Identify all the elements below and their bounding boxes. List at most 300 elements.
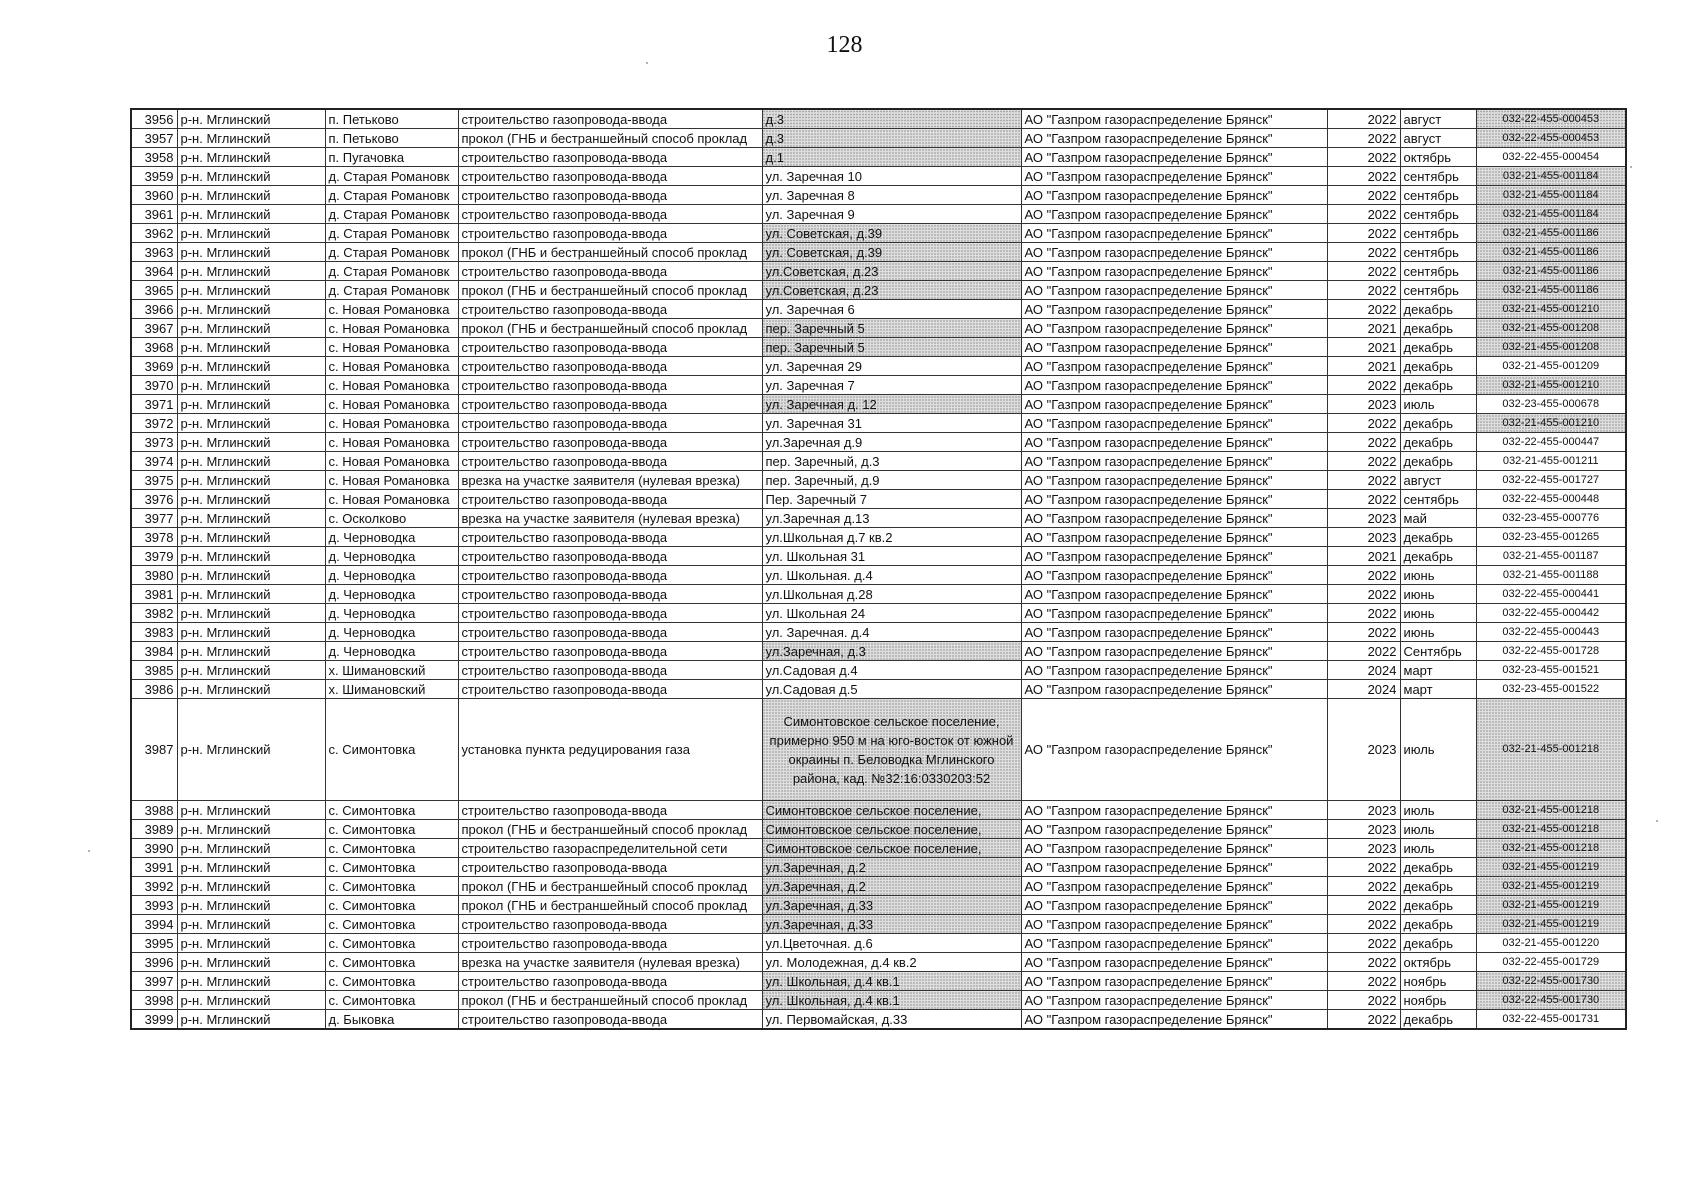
organization-cell: АО "Газпром газораспределение Брянск": [1021, 129, 1327, 148]
settlement-cell: с. Симонтовка: [325, 699, 458, 801]
district-cell: р-н. Мглинский: [177, 585, 325, 604]
organization-cell: АО "Газпром газораспределение Брянск": [1021, 262, 1327, 281]
table-row: [131, 915, 1626, 934]
table-row: [131, 300, 1626, 319]
code-cell: 032-22-455-000453: [1476, 109, 1626, 129]
year-cell: 2023: [1327, 528, 1400, 547]
organization-cell: АО "Газпром газораспределение Брянск": [1021, 680, 1327, 699]
district-cell: р-н. Мглинский: [177, 896, 325, 915]
code-cell: 032-21-455-001220: [1476, 934, 1626, 953]
code-cell: 032-21-455-001210: [1476, 376, 1626, 395]
district-cell: р-н. Мглинский: [177, 471, 325, 490]
district-cell: р-н. Мглинский: [177, 953, 325, 972]
row-number: 3982: [131, 604, 177, 623]
row-number: 3991: [131, 858, 177, 877]
work-type-cell: строительство газопровода-ввода: [458, 338, 762, 357]
month-cell: декабрь: [1400, 915, 1476, 934]
address-cell: ул.Заречная, д.3: [762, 642, 1021, 661]
work-type-cell: строительство газопровода-ввода: [458, 490, 762, 509]
code-cell: 032-21-455-001219: [1476, 858, 1626, 877]
district-cell: р-н. Мглинский: [177, 1010, 325, 1030]
year-cell: 2022: [1327, 205, 1400, 224]
month-cell: июнь: [1400, 566, 1476, 585]
district-cell: р-н. Мглинский: [177, 877, 325, 896]
table-row: [131, 376, 1626, 395]
row-number: 3983: [131, 623, 177, 642]
settlement-cell: д. Черноводка: [325, 623, 458, 642]
page-number: 128: [826, 32, 863, 58]
code-cell: 032-23-455-000678: [1476, 395, 1626, 414]
row-number: 3990: [131, 839, 177, 858]
work-type-cell: строительство газораспределительной сети: [458, 839, 762, 858]
scan-speck: [646, 62, 648, 64]
table-row: [131, 839, 1626, 858]
settlement-cell: с. Новая Романовка: [325, 490, 458, 509]
organization-cell: АО "Газпром газораспределение Брянск": [1021, 604, 1327, 623]
year-cell: 2023: [1327, 801, 1400, 820]
month-cell: ноябрь: [1400, 991, 1476, 1010]
work-type-cell: строительство газопровода-ввода: [458, 642, 762, 661]
settlement-cell: с. Осколково: [325, 509, 458, 528]
settlement-cell: с. Симонтовка: [325, 991, 458, 1010]
organization-cell: АО "Газпром газораспределение Брянск": [1021, 243, 1327, 262]
row-number: 3989: [131, 820, 177, 839]
table-row: [131, 357, 1626, 376]
code-cell: 032-22-455-000442: [1476, 604, 1626, 623]
district-cell: р-н. Мглинский: [177, 281, 325, 300]
settlement-cell: с. Симонтовка: [325, 877, 458, 896]
year-cell: 2021: [1327, 319, 1400, 338]
address-cell: ул. Школьная 24: [762, 604, 1021, 623]
address-cell: ул. Молодежная, д.4 кв.2: [762, 953, 1021, 972]
district-cell: р-н. Мглинский: [177, 801, 325, 820]
row-number: 3976: [131, 490, 177, 509]
organization-cell: АО "Газпром газораспределение Брянск": [1021, 934, 1327, 953]
settlement-cell: с. Симонтовка: [325, 858, 458, 877]
code-cell: 032-22-455-001729: [1476, 953, 1626, 972]
table-row: [131, 642, 1626, 661]
organization-cell: АО "Газпром газораспределение Брянск": [1021, 167, 1327, 186]
month-cell: ноябрь: [1400, 972, 1476, 991]
organization-cell: АО "Газпром газораспределение Брянск": [1021, 357, 1327, 376]
work-type-cell: прокол (ГНБ и бестраншейный способ проклад: [458, 243, 762, 262]
row-number: 3959: [131, 167, 177, 186]
work-type-cell: врезка на участке заявителя (нулевая врезка): [458, 509, 762, 528]
address-cell: ул. Заречная. д.4: [762, 623, 1021, 642]
row-number: 3988: [131, 801, 177, 820]
row-number: 3962: [131, 224, 177, 243]
code-cell: 032-22-455-000454: [1476, 148, 1626, 167]
scan-speck: [1656, 820, 1658, 822]
month-cell: сентябрь: [1400, 243, 1476, 262]
organization-cell: АО "Газпром газораспределение Брянск": [1021, 623, 1327, 642]
row-number: 3967: [131, 319, 177, 338]
year-cell: 2023: [1327, 509, 1400, 528]
address-cell: ул. Школьная. д.4: [762, 566, 1021, 585]
settlement-cell: с. Симонтовка: [325, 801, 458, 820]
work-type-cell: строительство газопровода-ввода: [458, 547, 762, 566]
year-cell: 2022: [1327, 972, 1400, 991]
address-cell: д.3: [762, 109, 1021, 129]
address-cell: д.1: [762, 148, 1021, 167]
row-number: 3975: [131, 471, 177, 490]
row-number: 3966: [131, 300, 177, 319]
code-cell: 032-21-455-001186: [1476, 281, 1626, 300]
work-type-cell: строительство газопровода-ввода: [458, 186, 762, 205]
district-cell: р-н. Мглинский: [177, 934, 325, 953]
table-row: [131, 205, 1626, 224]
year-cell: 2022: [1327, 490, 1400, 509]
address-cell: ул. Школьная, д.4 кв.1: [762, 991, 1021, 1010]
month-cell: июль: [1400, 801, 1476, 820]
row-number: 3984: [131, 642, 177, 661]
month-cell: декабрь: [1400, 338, 1476, 357]
year-cell: 2022: [1327, 991, 1400, 1010]
settlement-cell: с. Симонтовка: [325, 839, 458, 858]
row-number: 3979: [131, 547, 177, 566]
address-cell: ул. Первомайская, д.33: [762, 1010, 1021, 1030]
row-number: 3963: [131, 243, 177, 262]
row-number: 3972: [131, 414, 177, 433]
row-number: 3978: [131, 528, 177, 547]
month-cell: сентябрь: [1400, 205, 1476, 224]
row-number: 3980: [131, 566, 177, 585]
work-type-cell: установка пункта редуцирования газа: [458, 699, 762, 801]
code-cell: 032-21-455-001219: [1476, 896, 1626, 915]
settlement-cell: с. Симонтовка: [325, 915, 458, 934]
year-cell: 2022: [1327, 281, 1400, 300]
settlement-cell: с. Новая Романовка: [325, 319, 458, 338]
organization-cell: АО "Газпром газораспределение Брянск": [1021, 281, 1327, 300]
district-cell: р-н. Мглинский: [177, 262, 325, 281]
code-cell: 032-21-455-001211: [1476, 452, 1626, 471]
address-cell: ул.Школьная д.7 кв.2: [762, 528, 1021, 547]
scan-speck: [1630, 166, 1632, 168]
address-cell: ул.Заречная, д.33: [762, 915, 1021, 934]
address-cell: ул. Советская, д.39: [762, 224, 1021, 243]
organization-cell: АО "Газпром газораспределение Брянск": [1021, 186, 1327, 205]
year-cell: 2023: [1327, 820, 1400, 839]
work-type-cell: строительство газопровода-ввода: [458, 433, 762, 452]
settlement-cell: с. Симонтовка: [325, 820, 458, 839]
work-type-cell: строительство газопровода-ввода: [458, 395, 762, 414]
organization-cell: АО "Газпром газораспределение Брянск": [1021, 205, 1327, 224]
work-type-cell: прокол (ГНБ и бестраншейный способ проклад: [458, 877, 762, 896]
month-cell: декабрь: [1400, 547, 1476, 566]
registry-body: [131, 109, 1626, 1029]
month-cell: июль: [1400, 839, 1476, 858]
address-cell: ул.Заречная, д.33: [762, 896, 1021, 915]
settlement-cell: х. Шимановский: [325, 661, 458, 680]
district-cell: р-н. Мглинский: [177, 566, 325, 585]
district-cell: р-н. Мглинский: [177, 452, 325, 471]
table-row: [131, 528, 1626, 547]
row-number: 3958: [131, 148, 177, 167]
settlement-cell: д. Старая Романовк: [325, 262, 458, 281]
month-cell: март: [1400, 680, 1476, 699]
year-cell: 2022: [1327, 414, 1400, 433]
table-row: [131, 186, 1626, 205]
table-row: [131, 953, 1626, 972]
code-cell: 032-21-455-001219: [1476, 877, 1626, 896]
table-row: [131, 858, 1626, 877]
organization-cell: АО "Газпром газораспределение Брянск": [1021, 376, 1327, 395]
settlement-cell: д. Старая Романовк: [325, 224, 458, 243]
address-cell: ул. Заречная 9: [762, 205, 1021, 224]
month-cell: июнь: [1400, 623, 1476, 642]
table-row: [131, 801, 1626, 820]
table-row: [131, 604, 1626, 623]
work-type-cell: прокол (ГНБ и бестраншейный способ проклад: [458, 896, 762, 915]
year-cell: 2022: [1327, 1010, 1400, 1030]
month-cell: июль: [1400, 699, 1476, 801]
table-row: [131, 680, 1626, 699]
code-cell: 032-21-455-001210: [1476, 414, 1626, 433]
month-cell: декабрь: [1400, 300, 1476, 319]
code-cell: 032-21-455-001218: [1476, 801, 1626, 820]
organization-cell: АО "Газпром газораспределение Брянск": [1021, 972, 1327, 991]
table-row: [131, 490, 1626, 509]
work-type-cell: строительство газопровода-ввода: [458, 528, 762, 547]
address-cell: Симонтовское сельское поселение, примерно 950 м на юго-восток от южной окраины п. Беловодка Мглинского района, кад. №32:16:0330203:52: [762, 699, 1021, 801]
district-cell: р-н. Мглинский: [177, 243, 325, 262]
settlement-cell: с. Новая Романовка: [325, 376, 458, 395]
settlement-cell: д. Старая Романовк: [325, 205, 458, 224]
year-cell: 2022: [1327, 224, 1400, 243]
organization-cell: АО "Газпром газораспределение Брянск": [1021, 547, 1327, 566]
organization-cell: АО "Газпром газораспределение Брянск": [1021, 414, 1327, 433]
month-cell: март: [1400, 661, 1476, 680]
district-cell: р-н. Мглинский: [177, 414, 325, 433]
district-cell: р-н. Мглинский: [177, 205, 325, 224]
district-cell: р-н. Мглинский: [177, 661, 325, 680]
row-number: 3970: [131, 376, 177, 395]
month-cell: июнь: [1400, 604, 1476, 623]
row-number: 3956: [131, 109, 177, 129]
month-cell: декабрь: [1400, 452, 1476, 471]
row-number: 3986: [131, 680, 177, 699]
organization-cell: АО "Газпром газораспределение Брянск": [1021, 566, 1327, 585]
district-cell: р-н. Мглинский: [177, 300, 325, 319]
district-cell: р-н. Мглинский: [177, 319, 325, 338]
year-cell: 2022: [1327, 186, 1400, 205]
address-cell: ул. Заречная 10: [762, 167, 1021, 186]
settlement-cell: с. Новая Романовка: [325, 357, 458, 376]
year-cell: 2024: [1327, 661, 1400, 680]
code-cell: 032-21-455-001218: [1476, 820, 1626, 839]
work-type-cell: строительство газопровода-ввода: [458, 801, 762, 820]
settlement-cell: с. Новая Романовка: [325, 395, 458, 414]
organization-cell: АО "Газпром газораспределение Брянск": [1021, 395, 1327, 414]
table-row: [131, 414, 1626, 433]
district-cell: р-н. Мглинский: [177, 433, 325, 452]
code-cell: 032-22-455-000447: [1476, 433, 1626, 452]
table-row: [131, 509, 1626, 528]
settlement-cell: д. Старая Романовк: [325, 281, 458, 300]
district-cell: р-н. Мглинский: [177, 395, 325, 414]
work-type-cell: строительство газопровода-ввода: [458, 452, 762, 471]
code-cell: 032-21-455-001187: [1476, 547, 1626, 566]
work-type-cell: строительство газопровода-ввода: [458, 1010, 762, 1030]
month-cell: декабрь: [1400, 896, 1476, 915]
code-cell: 032-21-455-001184: [1476, 205, 1626, 224]
address-cell: Симонтовское сельское поселение,: [762, 820, 1021, 839]
table-row: [131, 167, 1626, 186]
settlement-cell: с. Новая Романовка: [325, 471, 458, 490]
settlement-cell: х. Шимановский: [325, 680, 458, 699]
month-cell: декабрь: [1400, 934, 1476, 953]
address-cell: ул.Садовая д.5: [762, 680, 1021, 699]
row-number: 3992: [131, 877, 177, 896]
code-cell: 032-22-455-001731: [1476, 1010, 1626, 1030]
work-type-cell: строительство газопровода-ввода: [458, 109, 762, 129]
table-row: [131, 319, 1626, 338]
district-cell: р-н. Мглинский: [177, 376, 325, 395]
row-number: 3973: [131, 433, 177, 452]
month-cell: декабрь: [1400, 319, 1476, 338]
organization-cell: АО "Газпром газораспределение Брянск": [1021, 839, 1327, 858]
organization-cell: АО "Газпром газораспределение Брянск": [1021, 877, 1327, 896]
code-cell: 032-22-455-001730: [1476, 972, 1626, 991]
organization-cell: АО "Газпром газораспределение Брянск": [1021, 300, 1327, 319]
table-row: [131, 1010, 1626, 1030]
table-row: [131, 972, 1626, 991]
settlement-cell: с. Симонтовка: [325, 953, 458, 972]
organization-cell: АО "Газпром газораспределение Брянск": [1021, 699, 1327, 801]
code-cell: 032-21-455-001209: [1476, 357, 1626, 376]
settlement-cell: д. Черноводка: [325, 642, 458, 661]
row-number: 3965: [131, 281, 177, 300]
month-cell: октябрь: [1400, 148, 1476, 167]
code-cell: 032-23-455-000776: [1476, 509, 1626, 528]
code-cell: 032-22-455-000448: [1476, 490, 1626, 509]
address-cell: ул. Советская, д.39: [762, 243, 1021, 262]
work-type-cell: строительство газопровода-ввода: [458, 357, 762, 376]
work-type-cell: строительство газопровода-ввода: [458, 604, 762, 623]
year-cell: 2023: [1327, 699, 1400, 801]
district-cell: р-н. Мглинский: [177, 972, 325, 991]
row-number: 3964: [131, 262, 177, 281]
organization-cell: АО "Газпром газораспределение Брянск": [1021, 896, 1327, 915]
district-cell: р-н. Мглинский: [177, 357, 325, 376]
month-cell: август: [1400, 129, 1476, 148]
table-row: [131, 262, 1626, 281]
work-type-cell: прокол (ГНБ и бестраншейный способ проклад: [458, 319, 762, 338]
settlement-cell: с. Новая Романовка: [325, 414, 458, 433]
work-type-cell: строительство газопровода-ввода: [458, 680, 762, 699]
code-cell: 032-23-455-001521: [1476, 661, 1626, 680]
year-cell: 2022: [1327, 915, 1400, 934]
address-cell: Симонтовское сельское поселение,: [762, 839, 1021, 858]
month-cell: Сентябрь: [1400, 642, 1476, 661]
month-cell: декабрь: [1400, 357, 1476, 376]
organization-cell: АО "Газпром газораспределение Брянск": [1021, 490, 1327, 509]
settlement-cell: п. Петьково: [325, 129, 458, 148]
address-cell: ул.Школьная д.28: [762, 585, 1021, 604]
district-cell: р-н. Мглинский: [177, 109, 325, 129]
settlement-cell: с. Симонтовка: [325, 934, 458, 953]
row-number: 3994: [131, 915, 177, 934]
district-cell: р-н. Мглинский: [177, 991, 325, 1010]
year-cell: 2022: [1327, 262, 1400, 281]
district-cell: р-н. Мглинский: [177, 186, 325, 205]
table-row: [131, 820, 1626, 839]
row-number: 3957: [131, 129, 177, 148]
work-type-cell: прокол (ГНБ и бестраншейный способ проклад: [458, 991, 762, 1010]
code-cell: 032-21-455-001186: [1476, 224, 1626, 243]
table-row: [131, 896, 1626, 915]
work-type-cell: строительство газопровода-ввода: [458, 972, 762, 991]
address-cell: ул.Советская, д.23: [762, 262, 1021, 281]
year-cell: 2022: [1327, 471, 1400, 490]
address-cell: ул. Заречная 29: [762, 357, 1021, 376]
settlement-cell: с. Новая Романовка: [325, 433, 458, 452]
settlement-cell: д. Старая Романовк: [325, 167, 458, 186]
row-number: 3969: [131, 357, 177, 376]
code-cell: 032-22-455-000443: [1476, 623, 1626, 642]
row-number: 3961: [131, 205, 177, 224]
organization-cell: АО "Газпром газораспределение Брянск": [1021, 338, 1327, 357]
row-number: 3977: [131, 509, 177, 528]
address-cell: ул.Заречная д.9: [762, 433, 1021, 452]
organization-cell: АО "Газпром газораспределение Брянск": [1021, 528, 1327, 547]
organization-cell: АО "Газпром газораспределение Брянск": [1021, 471, 1327, 490]
row-number: 3999: [131, 1010, 177, 1030]
month-cell: август: [1400, 471, 1476, 490]
table-row: [131, 433, 1626, 452]
work-type-cell: строительство газопровода-ввода: [458, 205, 762, 224]
address-cell: ул. Заречная 6: [762, 300, 1021, 319]
month-cell: август: [1400, 109, 1476, 129]
code-cell: 032-22-455-001727: [1476, 471, 1626, 490]
month-cell: декабрь: [1400, 1010, 1476, 1030]
settlement-cell: д. Черноводка: [325, 604, 458, 623]
work-type-cell: прокол (ГНБ и бестраншейный способ проклад: [458, 129, 762, 148]
table-row: [131, 699, 1626, 801]
organization-cell: АО "Газпром газораспределение Брянск": [1021, 953, 1327, 972]
year-cell: 2022: [1327, 642, 1400, 661]
year-cell: 2022: [1327, 934, 1400, 953]
settlement-cell: д. Старая Романовк: [325, 243, 458, 262]
code-cell: 032-21-455-001186: [1476, 262, 1626, 281]
month-cell: сентябрь: [1400, 224, 1476, 243]
month-cell: июнь: [1400, 585, 1476, 604]
table-row: [131, 623, 1626, 642]
address-cell: ул. Школьная, д.4 кв.1: [762, 972, 1021, 991]
table-row: [131, 452, 1626, 471]
year-cell: 2021: [1327, 357, 1400, 376]
work-type-cell: врезка на участке заявителя (нулевая врезка): [458, 953, 762, 972]
year-cell: 2022: [1327, 877, 1400, 896]
month-cell: декабрь: [1400, 414, 1476, 433]
row-number: 3971: [131, 395, 177, 414]
organization-cell: АО "Газпром газораспределение Брянск": [1021, 820, 1327, 839]
work-type-cell: врезка на участке заявителя (нулевая врезка): [458, 471, 762, 490]
settlement-cell: с. Новая Романовка: [325, 338, 458, 357]
table-row: [131, 129, 1626, 148]
row-number: 3981: [131, 585, 177, 604]
work-type-cell: строительство газопровода-ввода: [458, 566, 762, 585]
settlement-cell: с. Симонтовка: [325, 972, 458, 991]
month-cell: сентябрь: [1400, 186, 1476, 205]
organization-cell: АО "Газпром газораспределение Брянск": [1021, 319, 1327, 338]
month-cell: сентябрь: [1400, 490, 1476, 509]
table-row: [131, 109, 1626, 129]
organization-cell: АО "Газпром газораспределение Брянск": [1021, 452, 1327, 471]
code-cell: 032-23-455-001265: [1476, 528, 1626, 547]
work-type-cell: строительство газопровода-ввода: [458, 262, 762, 281]
year-cell: 2022: [1327, 623, 1400, 642]
